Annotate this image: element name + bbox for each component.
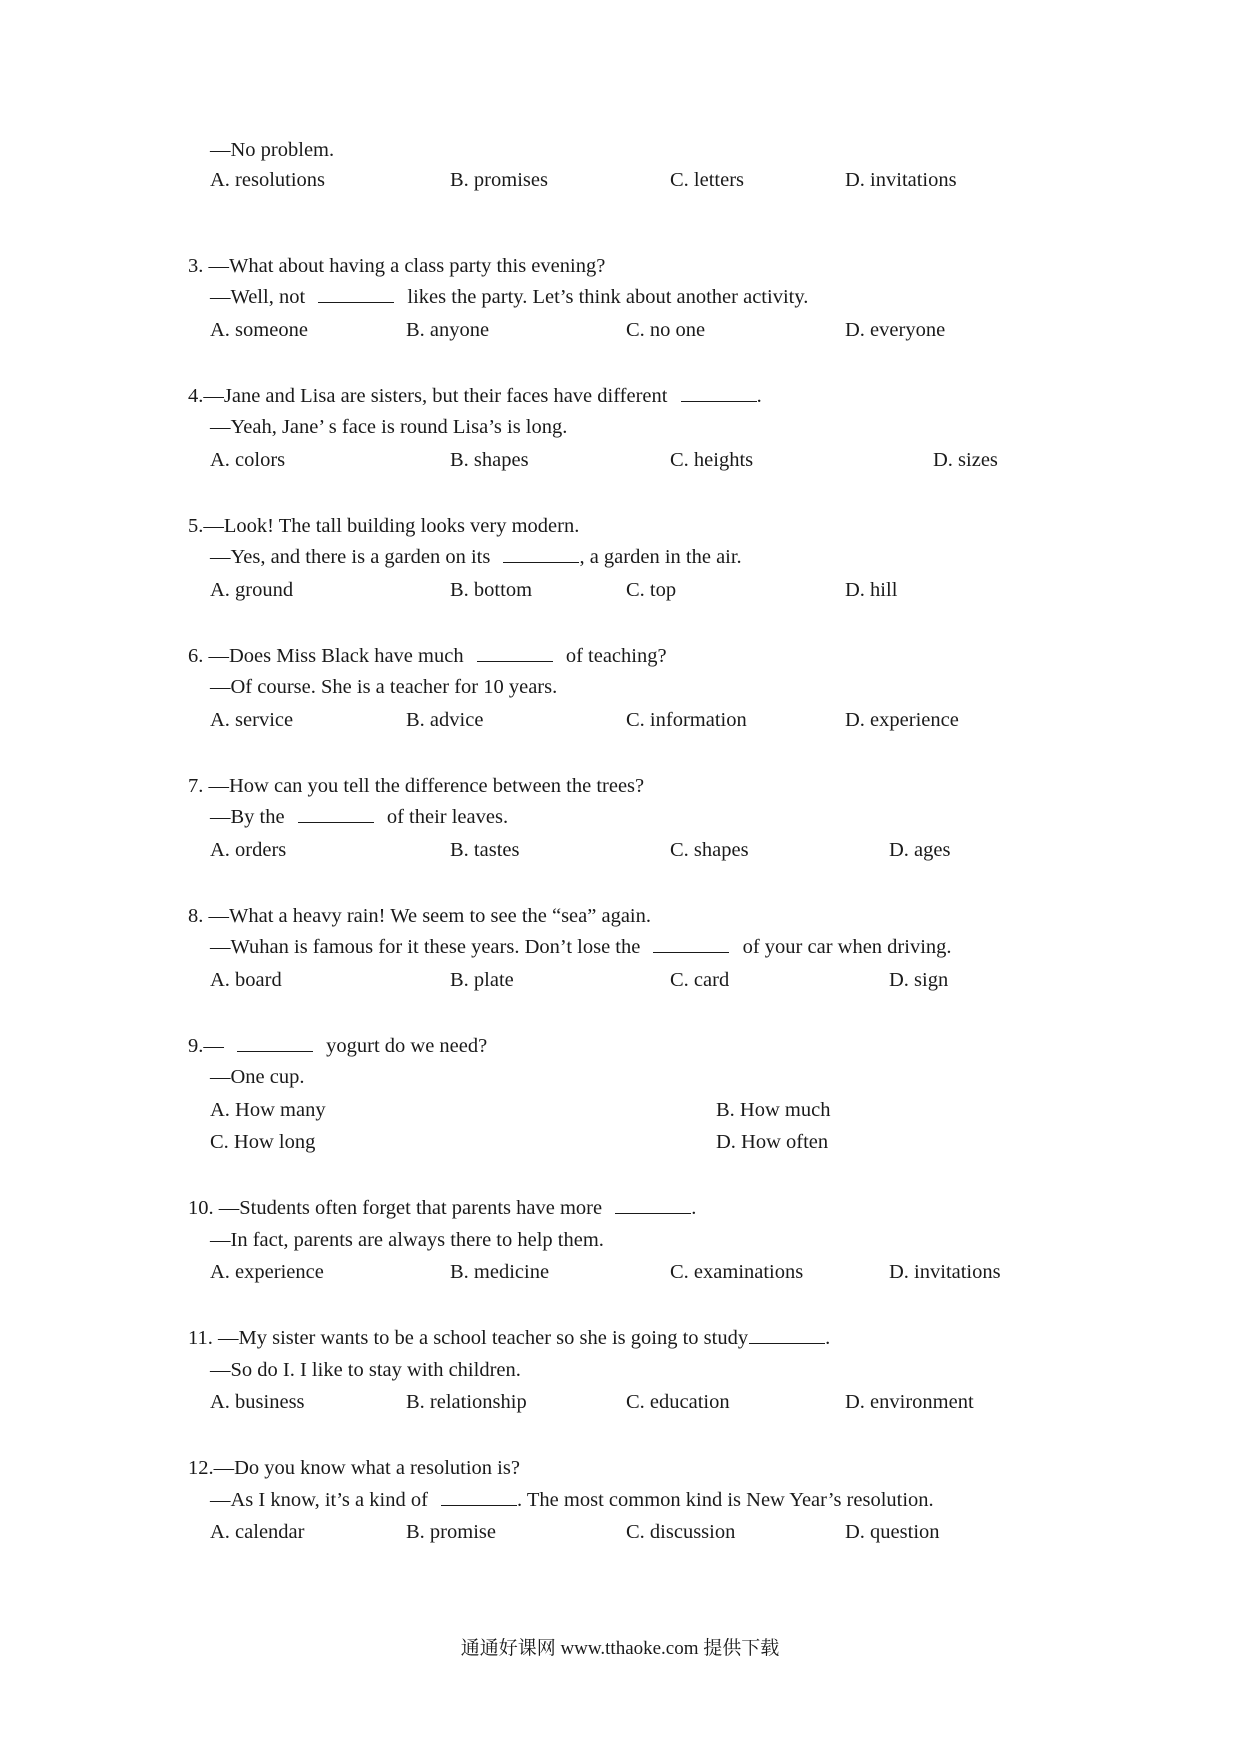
q9-question-after: yogurt do we need? [326,1035,488,1057]
q9-option-b[interactable]: B. How much [716,1099,831,1121]
q3-reply-before: —Well, not [210,286,306,308]
q4-answer-blank[interactable] [681,383,757,402]
q2-option-b[interactable]: B. promises [450,169,548,191]
q3-option-c[interactable]: C. no one [626,319,706,341]
q11-option-b[interactable]: B. relationship [406,1391,527,1413]
q12-option-c[interactable]: C. discussion [626,1521,736,1543]
q6-question-before: 6. —Does Miss Black have much [188,645,464,667]
q7-option-b[interactable]: B. tastes [450,839,520,861]
q7-reply [210,804,508,830]
q10-option-a[interactable]: A. experience [210,1261,324,1283]
q11-question-after: . [825,1327,831,1349]
q9-question-before: 9.— [188,1035,224,1057]
q12-reply-before: —As I know, it’s a kind of [210,1489,428,1511]
q9-reply: —One cup. [210,1066,305,1088]
q12-question: 12.—Do you know what a resolution is? [188,1457,520,1479]
q2-option-d[interactable]: D. invitations [845,169,957,191]
q8-question: 8. —What a heavy rain! We seem to see the “sea” again. [188,905,652,927]
q4-option-b[interactable]: B. shapes [450,449,529,471]
q12-reply-after: . The most common kind is New Year’s resolution. [517,1489,934,1511]
q8-option-c[interactable]: C. card [670,969,730,991]
q6-reply: —Of course. She is a teacher for 10 years. [210,676,558,698]
q6-question-after: of teaching? [565,645,667,667]
q5-answer-blank[interactable] [503,544,579,563]
q3-option-a[interactable]: A. someone [210,319,308,341]
q8-option-d[interactable]: D. sign [889,969,949,991]
q6-option-d[interactable]: D. experience [845,709,959,731]
q6-option-b[interactable]: B. advice [406,709,484,731]
q7-reply-before: —By the [210,806,285,828]
q5-option-c[interactable]: C. top [626,579,677,601]
q12-option-a[interactable]: A. calendar [210,1521,305,1543]
q4-question-after: . [756,385,762,407]
q4-reply: —Yeah, Jane’ s face is round Lisa’s is long. [210,416,568,438]
page-footer: 通通好课网 www.tthaoke.com 提供下载 [460,1638,780,1659]
q12-answer-blank[interactable] [441,1487,517,1506]
q11-reply: —So do I. I like to stay with children. [210,1359,521,1381]
q5-option-a[interactable]: A. ground [210,579,294,601]
q11-option-d[interactable]: D. environment [845,1391,974,1413]
q4-question-before: 4.—Jane and Lisa are sisters, but their faces have different [188,385,668,407]
q8-reply-before: —Wuhan is famous for it these years. Don’t lose the [210,936,641,958]
q10-option-b[interactable]: B. medicine [450,1261,550,1283]
q7-option-a[interactable]: A. orders [210,839,287,861]
q8-reply [210,934,952,960]
q10-question-after: . [691,1197,697,1219]
q5-question: 5.—Look! The tall building looks very modern. [188,515,580,537]
q12-option-d[interactable]: D. question [845,1521,940,1543]
q2-reply: —No problem. [210,139,335,161]
q2-option-a[interactable]: A. resolutions [210,169,326,191]
q12-reply [210,1487,934,1513]
q4-question [188,383,762,409]
q5-option-d[interactable]: D. hill [845,579,898,601]
q11-option-c[interactable]: C. education [626,1391,730,1413]
q3-option-b[interactable]: B. anyone [406,319,490,341]
q10-reply: —In fact, parents are always there to help them. [210,1229,604,1251]
q4-option-c[interactable]: C. heights [670,449,754,471]
q3-answer-blank[interactable] [318,284,394,303]
q7-answer-blank[interactable] [298,804,374,823]
q3-question: 3. —What about having a class party this evening? [188,255,606,277]
q4-option-a[interactable]: A. colors [210,449,286,471]
q9-option-a[interactable]: A. How many [210,1099,326,1121]
q6-option-a[interactable]: A. service [210,709,294,731]
q12-option-b[interactable]: B. promise [406,1521,496,1543]
q6-option-c[interactable]: C. information [626,709,747,731]
q8-option-a[interactable]: A. board [210,969,282,991]
q8-answer-blank[interactable] [653,934,729,953]
q9-answer-blank[interactable] [237,1033,313,1052]
q10-question-before: 10. —Students often forget that parents have more [188,1197,603,1219]
q3-reply-after: likes the party. Let’s think about another activity. [407,286,809,308]
q11-answer-blank[interactable] [749,1325,825,1344]
q10-question [188,1195,696,1221]
q4-option-d[interactable]: D. sizes [933,449,998,471]
q6-answer-blank[interactable] [477,643,553,662]
q9-question [188,1033,487,1059]
q5-reply-before: —Yes, and there is a garden on its [210,546,491,568]
q3-reply [210,284,808,310]
q11-question [188,1325,830,1351]
q8-reply-after: of your car when driving. [742,936,952,958]
q7-question: 7. —How can you tell the difference between the trees? [188,775,645,797]
q5-reply-after: , a garden in the air. [579,546,742,568]
q9-option-d[interactable]: D. How often [716,1131,829,1153]
q2-option-c[interactable]: C. letters [670,169,745,191]
q6-question [188,643,667,669]
q10-option-d[interactable]: D. invitations [889,1261,1001,1283]
q7-option-d[interactable]: D. ages [889,839,951,861]
q9-option-c[interactable]: C. How long [210,1131,316,1153]
q11-question-before: 11. —My sister wants to be a school teacher so she is going to study [188,1327,749,1349]
q3-option-d[interactable]: D. everyone [845,319,946,341]
q8-option-b[interactable]: B. plate [450,969,514,991]
q11-option-a[interactable]: A. business [210,1391,305,1413]
q5-reply [210,544,742,570]
q7-reply-after: of their leaves. [386,806,509,828]
q5-option-b[interactable]: B. bottom [450,579,533,601]
q10-answer-blank[interactable] [615,1195,691,1214]
q10-option-c[interactable]: C. examinations [670,1261,804,1283]
q7-option-c[interactable]: C. shapes [670,839,749,861]
